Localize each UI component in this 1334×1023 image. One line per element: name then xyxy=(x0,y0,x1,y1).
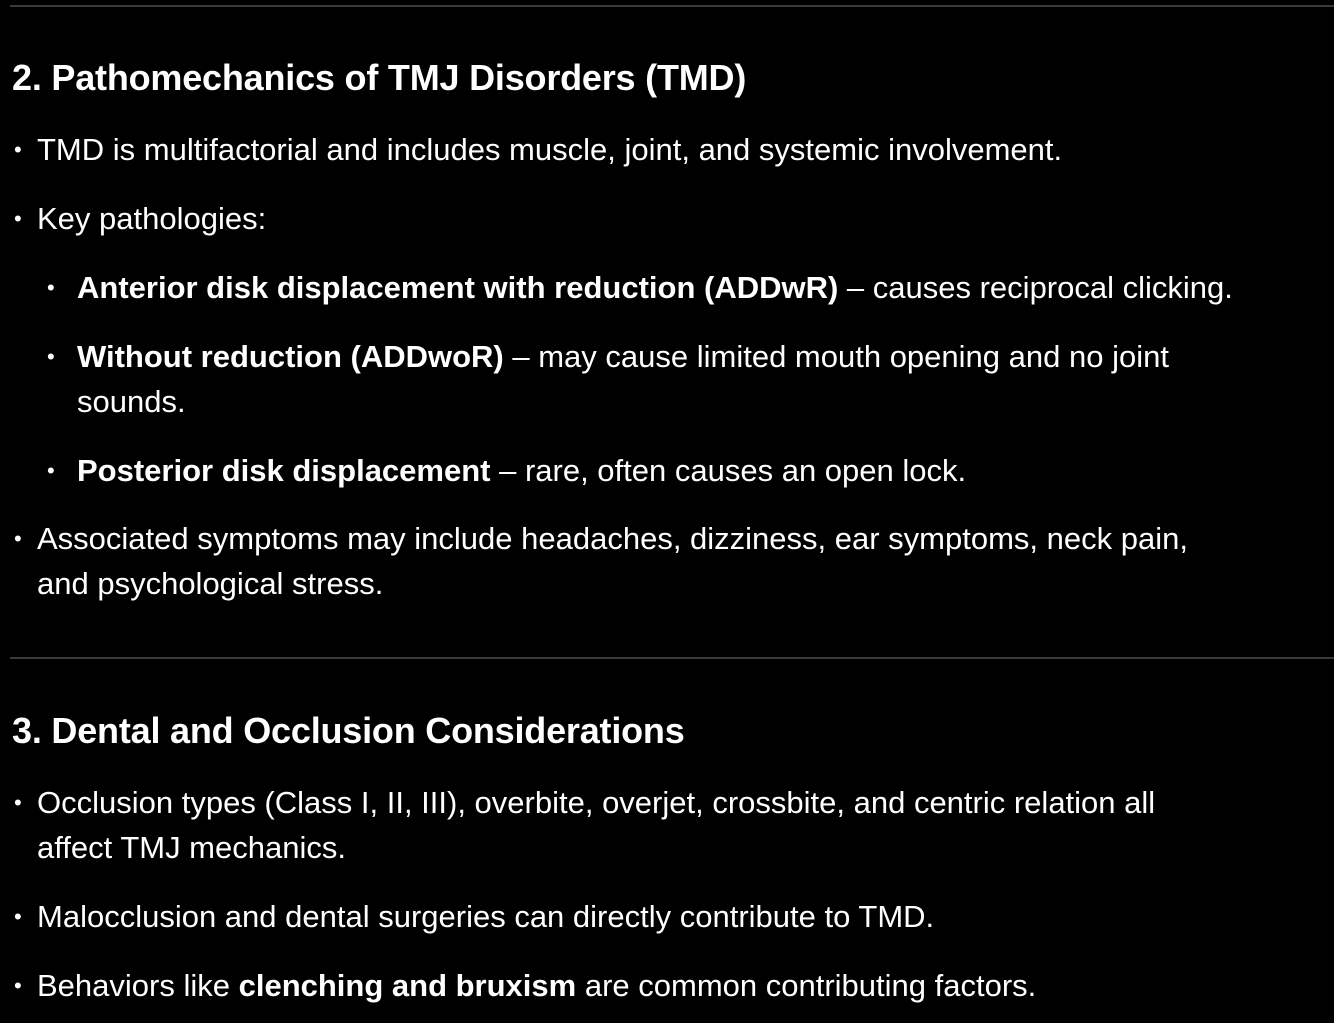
bullet-icon: • xyxy=(47,275,55,300)
list-item xyxy=(14,516,1188,606)
behavior-term: clenching and bruxism xyxy=(238,968,577,1003)
bullet-icon: • xyxy=(14,790,22,815)
section-divider xyxy=(10,657,1334,659)
section-heading-pathomechanics: 2. Pathomechanics of TMJ Disorders (TMD) xyxy=(12,57,747,98)
pathology-description: – may cause limited mouth opening and no joint xyxy=(503,339,1169,374)
bullet-icon: • xyxy=(14,206,22,231)
list-item xyxy=(14,196,267,241)
list-item xyxy=(14,780,1156,870)
pathology-description-cont: sounds. xyxy=(77,384,186,419)
list-item-text-cont: affect TMJ mechanics. xyxy=(37,830,346,865)
pathology-description: – rare, often causes an open lock. xyxy=(490,453,967,488)
pathology-description: – causes reciprocal clicking. xyxy=(838,270,1233,305)
bullet-icon: • xyxy=(14,973,22,998)
bullet-icon: • xyxy=(14,904,22,929)
section-heading-dental-occlusion: 3. Dental and Occlusion Considerations xyxy=(12,710,685,751)
list-item-text: Key pathologies: xyxy=(37,201,267,236)
pathology-term: Anterior disk displacement with reduction (ADDwR) xyxy=(77,270,839,305)
sub-list-item xyxy=(47,265,1233,310)
list-item-text-cont: and psychological stress. xyxy=(37,566,384,601)
divider-top xyxy=(10,5,1334,7)
list-item-text-end: are common contributing factors. xyxy=(576,968,1037,1003)
pathology-term: Posterior disk displacement xyxy=(77,453,491,488)
list-item xyxy=(14,127,1063,172)
bullet-icon: • xyxy=(47,344,55,369)
list-item-text: Behaviors like xyxy=(37,968,239,1003)
sub-list-item xyxy=(47,448,967,493)
bullet-icon: • xyxy=(47,458,55,483)
bullet-icon: • xyxy=(14,526,22,551)
list-item-text: TMD is multifactorial and includes muscle, joint, and systemic involvement. xyxy=(37,132,1063,167)
pathology-term: Without reduction (ADDwoR) xyxy=(77,339,504,374)
sub-list-item xyxy=(47,334,1169,424)
list-item-text: Occlusion types (Class I, II, III), overbite, overjet, crossbite, and centric relation all xyxy=(37,785,1156,820)
bullet-icon: • xyxy=(14,137,22,162)
list-item xyxy=(14,963,1037,1008)
list-item-text: Associated symptoms may include headaches, dizziness, ear symptoms, neck pain, xyxy=(37,521,1188,556)
list-item-text: Malocclusion and dental surgeries can directly contribute to TMD. xyxy=(37,899,935,934)
list-item xyxy=(14,894,935,939)
